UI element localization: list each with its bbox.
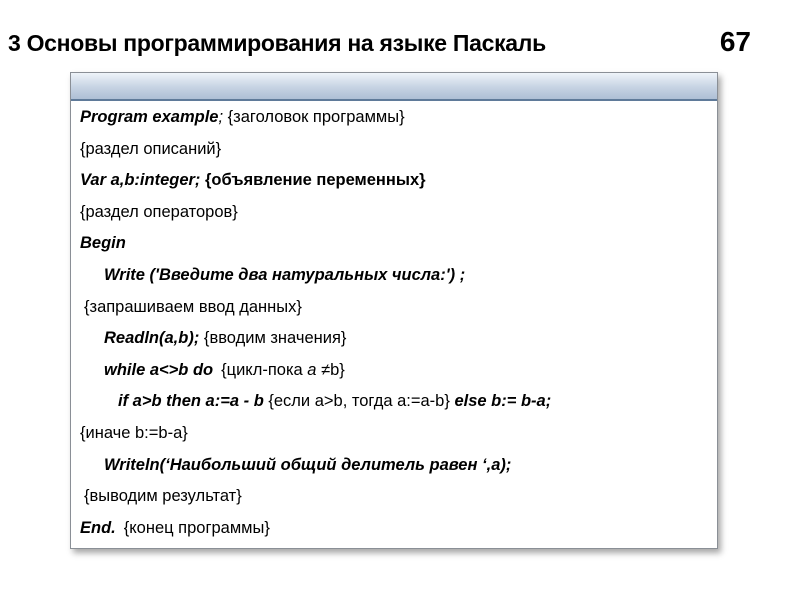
code-panel-header xyxy=(71,73,717,101)
else-statement: else b:= b-a; xyxy=(454,392,552,411)
if-comment: {если a>b, тогда a:=a-b} xyxy=(263,392,455,411)
else-comment: {иначе b:=b-a} xyxy=(80,423,188,442)
declarations-comment: {раздел описаний} xyxy=(80,139,222,158)
begin-keyword: Begin xyxy=(80,234,126,253)
operators-comment: {раздел операторов} xyxy=(80,202,238,221)
code-line-else-comment xyxy=(80,418,709,450)
slide-title: 3 Основы программирования на языке Паскаль xyxy=(8,30,546,56)
end-keyword: End. xyxy=(80,518,116,537)
code-line-var xyxy=(80,165,709,197)
output-comment: {выводим результат} xyxy=(84,487,242,506)
code-line-input-comment xyxy=(80,292,709,324)
writeln-statement: Writeln(‘Наибольший общий делитель равен ‘,a); xyxy=(104,455,512,474)
code-panel xyxy=(70,72,718,549)
code-line-operators-comment xyxy=(80,197,709,229)
program-comment: {заголовок программы} xyxy=(223,108,405,126)
end-comment: {конец программы} xyxy=(123,518,270,537)
code-line-end xyxy=(80,513,709,545)
code-line-declarations-comment xyxy=(80,134,709,166)
program-keyword: Program example xyxy=(80,108,219,126)
code-line-begin xyxy=(80,228,709,260)
program-separator: ; xyxy=(218,108,224,126)
write-statement: Write ('Введите два натуральных числа:') ; xyxy=(104,265,466,284)
code-line-writeln xyxy=(80,450,709,482)
code-line-write xyxy=(80,260,709,292)
slide-number: 67 xyxy=(719,26,751,57)
code-line-if xyxy=(80,386,709,418)
var-comment: {объявление переменных} xyxy=(200,171,426,190)
code-line-program xyxy=(80,102,709,134)
code-line-output-comment xyxy=(80,481,709,513)
while-statement: while a<>b do xyxy=(104,360,214,379)
if-statement: if a>b then a:=a - b xyxy=(118,392,264,411)
var-declaration: Var a,b:integer; xyxy=(80,171,201,190)
input-comment: {запрашиваем ввод данных} xyxy=(84,297,302,316)
readln-comment: {вводим значения} xyxy=(199,329,347,348)
code-line-readln xyxy=(80,323,709,355)
while-comment: {цикл-пока a ≠b} xyxy=(221,360,345,379)
code-listing xyxy=(80,102,709,544)
code-line-while xyxy=(80,355,709,387)
readln-statement: Readln(a,b); xyxy=(104,329,200,348)
